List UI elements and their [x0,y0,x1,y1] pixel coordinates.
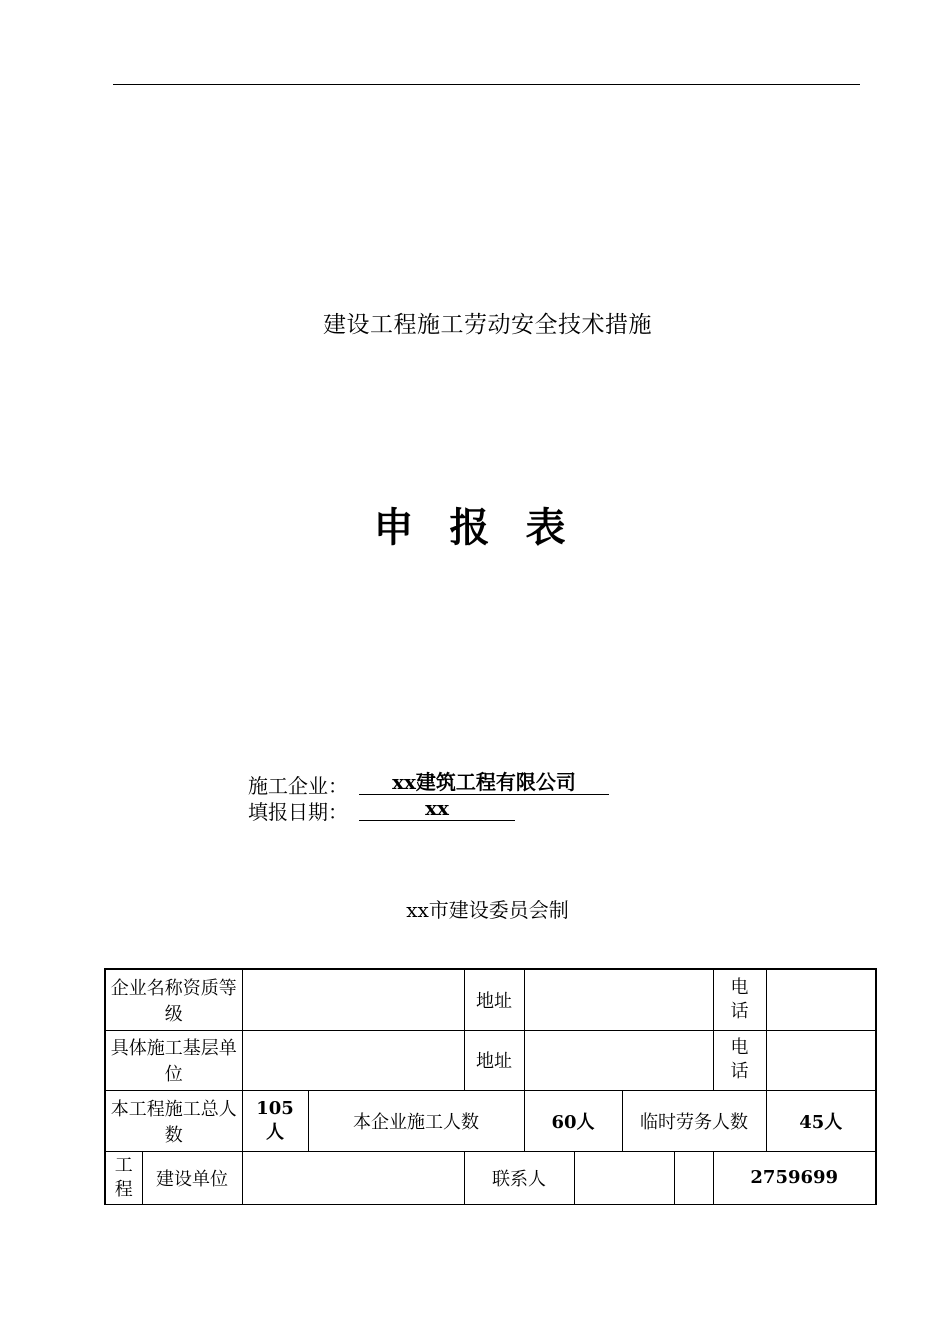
cell-label: 具体施工基层单位 [105,1030,242,1090]
company-field [248,770,576,799]
cell-value [242,969,464,1030]
title-char-1: 申 [373,504,450,551]
cell-value [766,969,876,1030]
date-field [248,796,449,825]
label-char: 话 [730,1000,749,1022]
cell-value [524,1030,713,1090]
table-row [105,969,876,1030]
label-char: 电 [730,1037,749,1058]
company-value: xx建筑工程有限公司 [359,770,609,795]
date-label: 填报日期： [248,800,348,824]
application-table [104,968,877,1205]
cell-label: 地址 [464,1030,524,1090]
cell-label: 企业名称资质等级 [105,969,242,1030]
cell-label [713,969,766,1030]
cell-label: 临时劳务人数 [622,1090,766,1151]
cell-value [242,1090,308,1151]
value-part: 人 [266,1121,284,1143]
date-value: xx [359,796,515,821]
cell-label: 本工程施工总人数 [105,1090,242,1151]
cell-value [242,1151,464,1204]
issuer-text: xx市建设委员会制 [406,898,569,922]
title-char-2: 报 [449,504,526,551]
cell-label: 建设单位 [142,1151,242,1204]
document-subtitle: 建设工程施工劳动安全技术措施 [323,312,652,338]
cell-value: 60人 [524,1090,622,1151]
cell-label [105,1151,142,1204]
cell-value: 2759699 [713,1151,876,1204]
document-title [0,496,950,553]
title-char-3: 表 [525,504,602,551]
cell-label: 本企业施工人数 [308,1090,524,1151]
label-char: 程 [114,1178,133,1200]
cell-label: 地址 [464,969,524,1030]
table-row [105,1030,876,1090]
label-char: 工 [114,1154,133,1176]
table-row [105,1090,876,1151]
company-label: 施工企业： [248,774,348,798]
header-rule [113,84,860,85]
cell-value [674,1151,713,1204]
cell-label: 联系人 [464,1151,574,1204]
cell-value [242,1030,464,1090]
cell-value: 45人 [766,1090,876,1151]
table-row [105,1151,876,1204]
label-char: 电 [730,976,749,998]
cell-value [574,1151,674,1204]
cell-value [524,969,713,1030]
cell-value [766,1030,876,1090]
value-part: 105 [256,1097,294,1119]
label-char: 话 [730,1061,749,1082]
cell-label [713,1030,766,1090]
